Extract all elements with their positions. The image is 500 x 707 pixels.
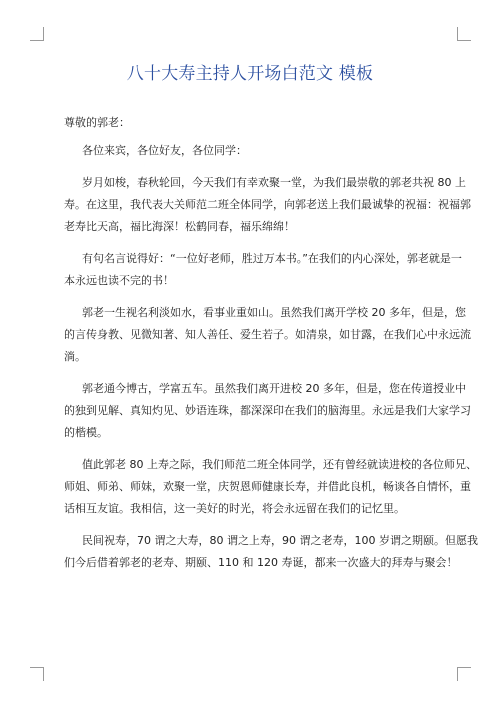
document-body <box>64 112 478 584</box>
paragraph-line: 值此郭老 80 上寿之际，我们师范二班全体同学，还有曾经就读进校的各位师兄、 <box>82 458 477 471</box>
paragraph <box>64 140 436 162</box>
paragraph-line: 老寿比天高，福比海深！松鹤同春，福乐绵绵！ <box>64 220 295 233</box>
paragraph-line: 的独到见解、真知灼见、妙语连珠，都深深印在我们的脑海里。永远是我们大家学习 <box>64 404 471 417</box>
paragraph-line: 师姐、师弟、师妹，欢聚一堂，庆贺恩师健康长寿，并借此良机，畅谈各自情怀，重 <box>64 480 471 493</box>
corner-mark-top-left <box>30 27 44 41</box>
paragraph-line: 寿。在这里，我代表大关师范二班全体同学，向郭老送上我们最诚挚的祝福：祝福郭 <box>64 198 471 211</box>
paragraph-line: 的言传身教、见微知著、知人善任、爱生若子。如清泉，如甘露，在我们心中永远流 <box>64 328 471 341</box>
paragraph-list <box>64 140 478 574</box>
paragraph <box>64 530 478 574</box>
document-title: 八十大寿主持人开场白范文 模板 <box>126 64 374 84</box>
paragraph-line: 岁月如梭，春秋轮回，今天我们有幸欢聚一堂，为我们最崇敬的郭老共祝 80 上 <box>82 176 466 189</box>
paragraph-line: 各位来宾，各位好友，各位同学： <box>82 144 247 157</box>
corner-mark-bottom-right <box>457 667 471 681</box>
paragraph-line: 淌。 <box>64 350 86 363</box>
paragraph-line: 郭老通今博古，学富五车。虽然我们离开进校 20 多年，但是，您在传道授业中 <box>82 382 466 395</box>
paragraph <box>64 172 471 238</box>
paragraph-line: 民间祝寿，70 谓之大寿，80 谓之上寿，90 谓之老寿，100 岁谓之期颐。但愿我 <box>82 534 478 547</box>
paragraph-line: 话相互友谊。我相信，这一美好的时光，将会永远留在我们的记忆里。 <box>64 502 405 515</box>
paragraph <box>64 302 471 368</box>
paragraph-line: 有句名言说得好：“一位好老师，胜过万本书。”在我们的内心深处，郭老就是一 <box>82 252 462 265</box>
paragraph <box>64 378 471 444</box>
salutation-paragraph <box>64 112 436 134</box>
corner-mark-top-right <box>457 27 471 41</box>
paragraph-line: 的楷模。 <box>64 426 108 439</box>
paragraph-line: 郭老一生视名利淡如水，看事业重如山。虽然我们离开学校 20 多年，但是，您 <box>82 306 466 319</box>
paragraph-line: 们今后借着郭老的老寿、期颐、110 和 120 寿诞，都来一次盛大的拜寿与聚会！ <box>64 556 458 569</box>
paragraph <box>64 248 462 292</box>
corner-mark-bottom-left <box>30 667 44 681</box>
paragraph <box>64 454 477 520</box>
paragraph-line: 本永远也读不完的书！ <box>64 274 174 287</box>
salutation: 尊敬的郭老： <box>64 116 130 129</box>
